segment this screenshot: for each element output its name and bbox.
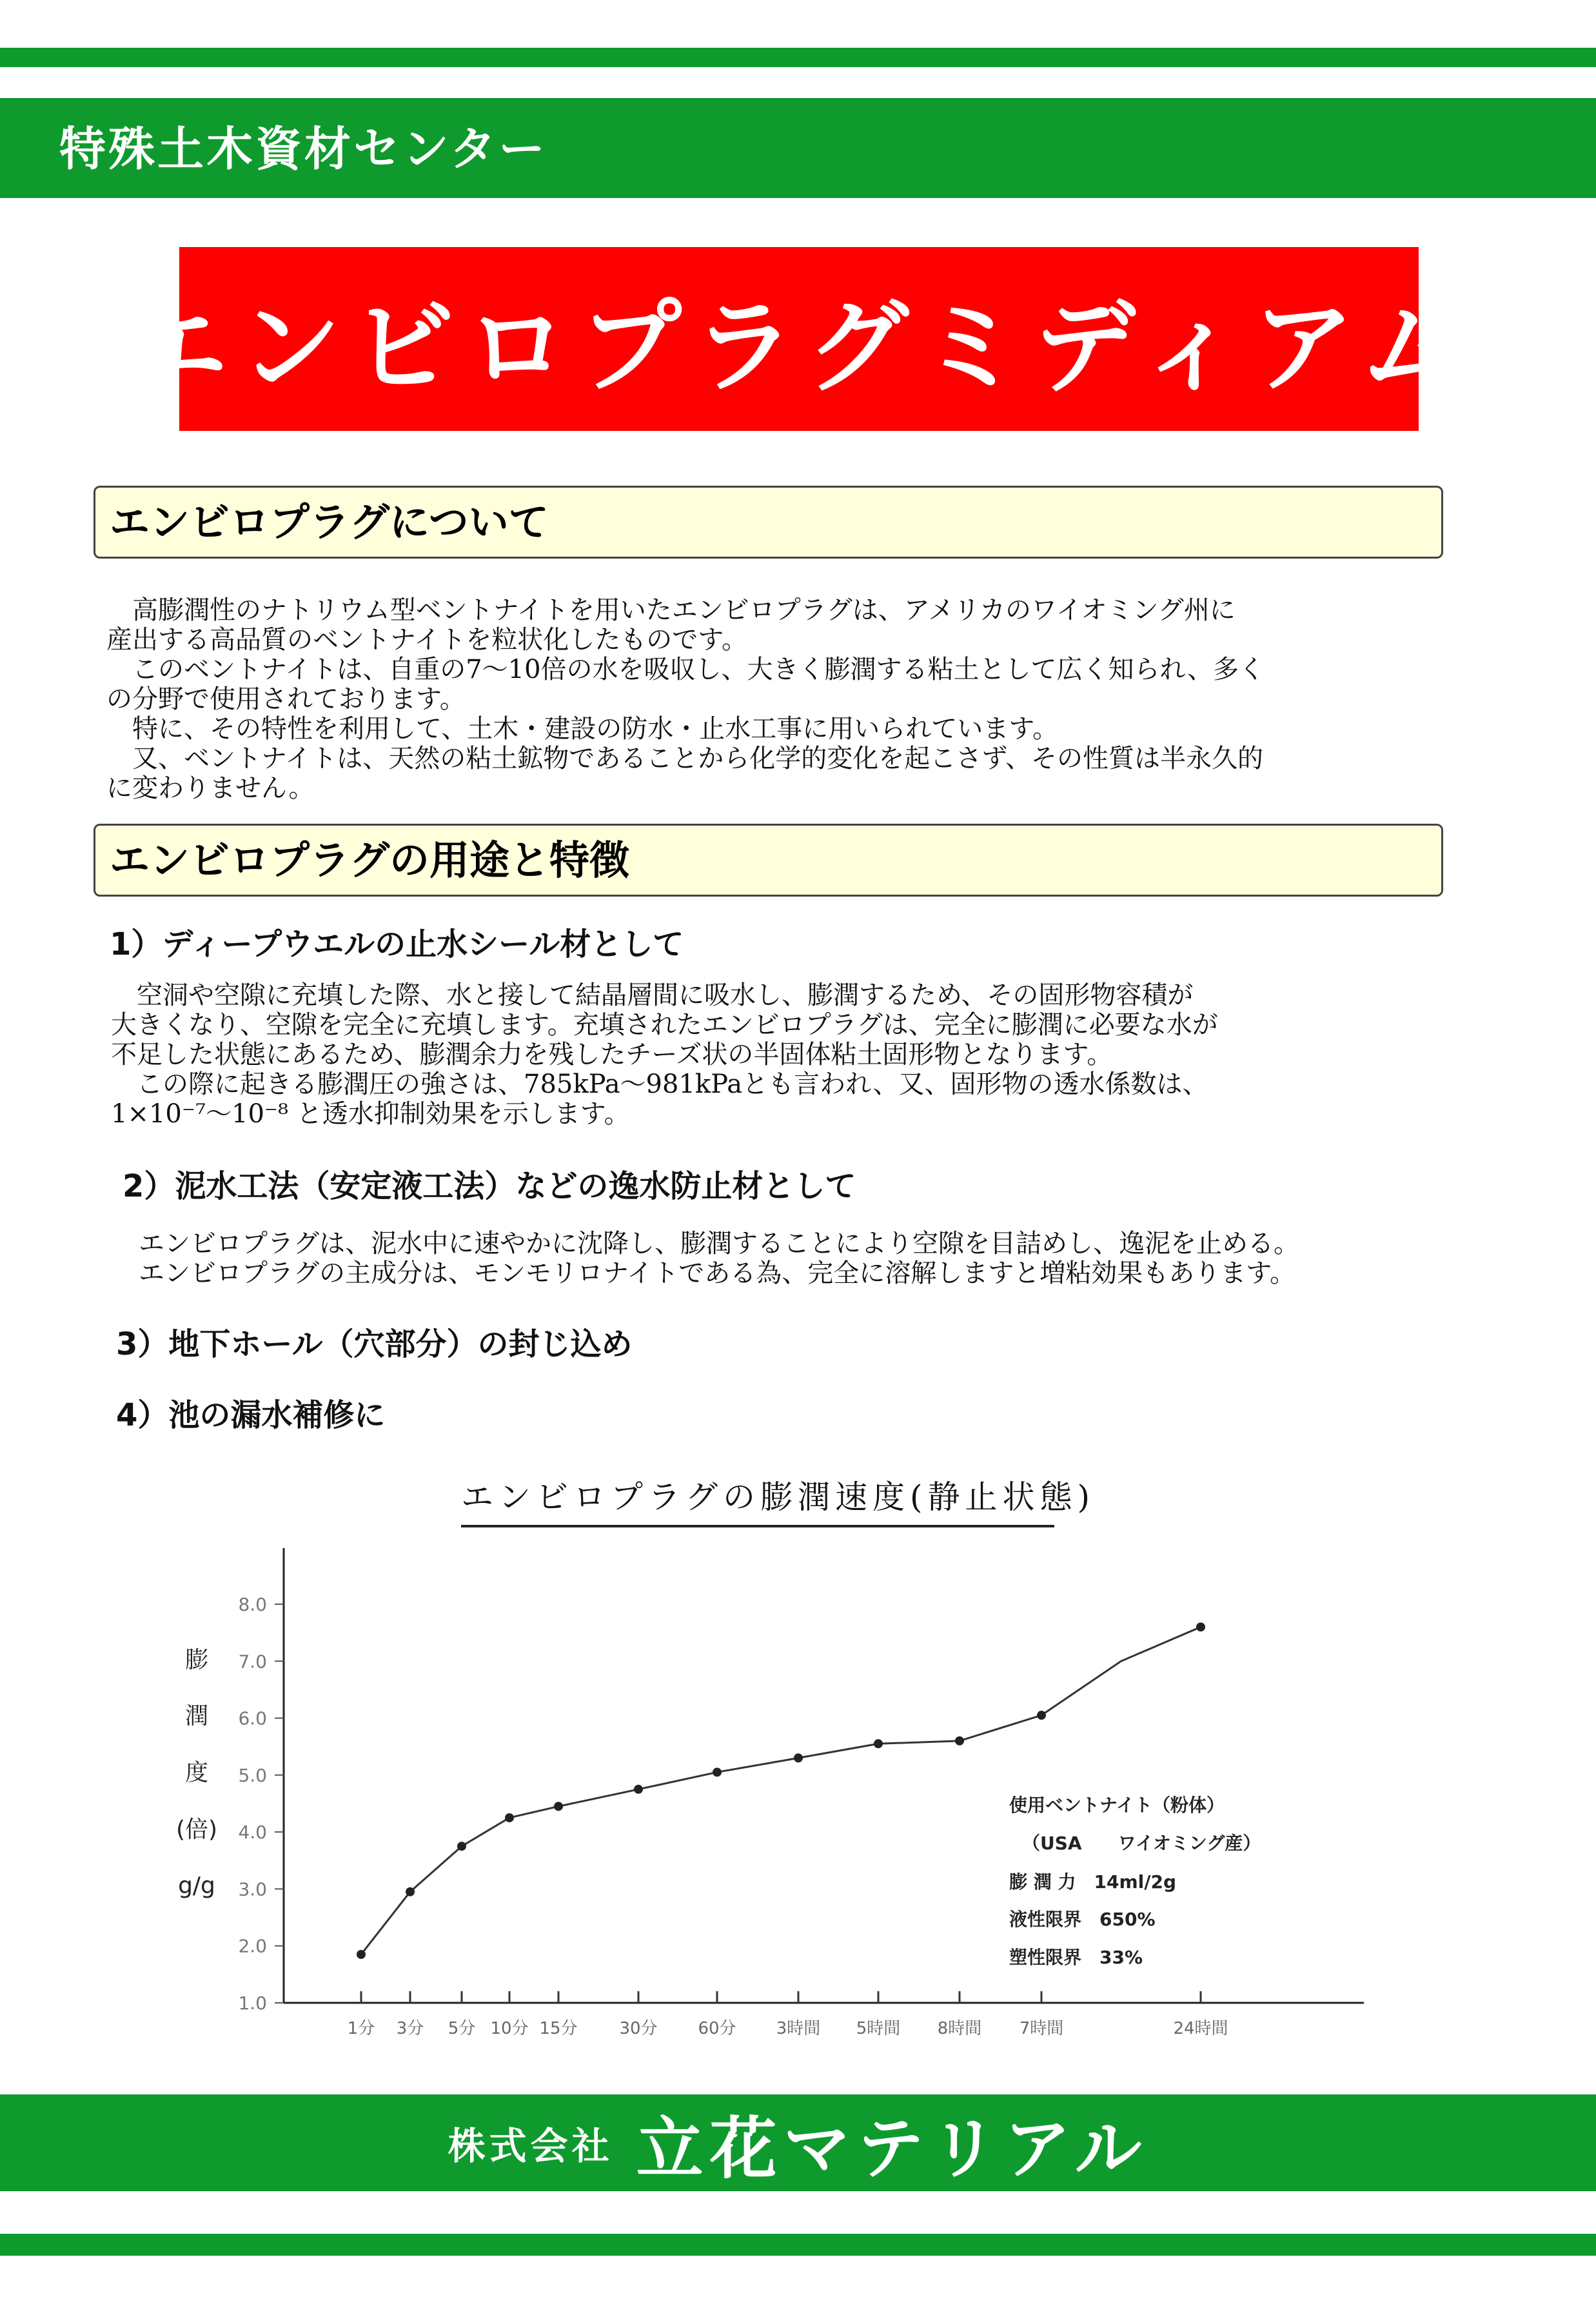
data-point [794,1753,803,1762]
y-tick-label: 7.0 [238,1651,267,1673]
use-item-1-line: 不足した状態にあるため、膨潤余力を残したチーズ状の半固体粘土固形物となります。 [111,1040,1113,1069]
y-tick-label: 8.0 [238,1594,267,1615]
legend-line: 液性限界 650% [1009,1909,1156,1930]
use-item-2-line: エンビロプラグは、泥水中に速やかに沈降し、膨潤することにより空隙を目詰めし、逸泥を止める。 [139,1229,1299,1258]
legend-line: 膨 潤 力 14ml/2g [1009,1871,1176,1893]
y-tick-label: 2.0 [238,1935,267,1957]
about-line: 特に、その特性を利用して、土木・建設の防水・止水工事に用いられています。 [106,714,1058,744]
top-stripe [0,48,1596,67]
x-tick-label: 5時間 [856,2019,901,2038]
y-axis-label-char: 膨 [184,1647,209,1673]
use-item-1-title: 1）ディープウエルの止水シール材として [110,926,684,962]
product-title-banner [125,247,1473,431]
y-tick-label: 3.0 [238,1878,267,1900]
about-line: に変わりません。 [106,773,315,803]
product-title: エンビロプラグミディアム [125,288,1473,407]
x-tick-label: 7時間 [1019,2019,1064,2038]
use-item-1-paragraph [111,980,1218,1129]
x-tick-label: 3分 [396,2019,424,2038]
about-paragraph [106,595,1265,803]
header-title: 特殊土木資材センター [59,122,548,176]
chart-x-ticks [348,1991,1228,2038]
x-tick-label: 3時間 [776,2019,821,2038]
data-point [554,1802,563,1811]
x-tick-label: 60分 [698,2019,736,2038]
chart-legend [1009,1794,1261,1968]
legend-line: （USA ワイオミング産） [1022,1833,1261,1854]
footer-company-name: 立花マテリアル [636,2109,1148,2188]
use-item-1-line: この際に起きる膨潤圧の強さは、785kPa〜981kPaとも言われ、又、固形物の透水係数は、 [111,1069,1208,1099]
data-point [406,1887,415,1896]
legend-line: 塑性限界 33% [1009,1947,1143,1968]
data-point [874,1739,883,1748]
y-tick-label: 4.0 [238,1822,267,1844]
y-axis-label-char: g/g [178,1873,215,1899]
x-tick-label: 10分 [490,2019,529,2038]
x-tick-label: 24時間 [1173,2019,1228,2038]
about-line: 又、ベントナイトは、天然の粘土鉱物であることから化学的変化を起こさず、その性質は半永久的 [106,744,1263,773]
use-item-2-paragraph [139,1229,1299,1288]
chart-y-label [176,1647,217,1899]
footer-company [0,2094,1596,2191]
y-tick-label: 1.0 [238,1993,267,2014]
data-point [634,1785,643,1794]
data-point [955,1736,964,1745]
series-line [361,1627,1201,1954]
x-tick-label: 5分 [448,2019,476,2038]
data-point [713,1767,722,1776]
chart-y-ticks [238,1594,284,2014]
section-heading-about: エンビロプラグについて [94,486,1443,559]
x-tick-label: 1分 [347,2019,375,2038]
y-axis-label-char: 度 [184,1760,209,1786]
chart-series [357,1622,1205,1959]
x-tick-label: 8時間 [937,2019,982,2038]
x-tick-label: 30分 [619,2019,658,2038]
about-line: 産出する高品質のベントナイトを粒状化したものです。 [106,625,747,655]
chart-title: エンビロプラグの膨潤速度(静止状態) [461,1472,1054,1527]
use-item-3-title: 3）地下ホール（穴部分）の封じ込め [116,1326,633,1362]
footer-company-prefix: 株式会社 [448,2124,613,2168]
data-point [357,1950,366,1959]
use-item-2-line: エンビロプラグの主成分は、モンモリロナイトである為、完全に溶解しますと増粘効果もあります。 [139,1258,1296,1288]
about-line: このベントナイトは、自重の7〜10倍の水を吸収し、大きく膨潤する粘土として広く知られ、多く [106,655,1265,684]
legend-line: 使用ベントナイト（粉体） [1009,1794,1225,1816]
about-line: の分野で使用されております。 [106,684,466,714]
data-point [1196,1622,1205,1631]
data-point [1037,1711,1046,1720]
use-item-1-line: 空洞や空隙に充填した際、水と接して結晶層間に吸水し、膨潤するため、その固形物容積が [111,980,1194,1010]
use-item-4-title: 4）池の漏水補修に [116,1397,386,1433]
chart-axes [284,1548,1364,2003]
y-axis-label-char: (倍) [175,1816,218,1843]
data-point [505,1813,514,1822]
use-item-1-line: 1×10⁻⁷〜10⁻⁸ と透水抑制効果を示します。 [111,1099,630,1129]
y-tick-label: 6.0 [238,1707,267,1729]
about-line: 高膨潤性のナトリウム型ベントナイトを用いたエンビロプラグは、アメリカのワイオミング州に [106,595,1236,625]
section-heading-uses: エンビロプラグの用途と特徴 [94,824,1443,897]
y-axis-label-char: 潤 [184,1703,209,1729]
use-item-2-title: 2）泥水工法（安定液工法）などの逸水防止材として [123,1168,856,1204]
y-tick-label: 5.0 [238,1764,267,1786]
x-tick-label: 15分 [539,2019,578,2038]
use-item-1-line: 大きくなり、空隙を完全に充填します。充填されたエンビロプラグは、完全に膨潤に必要な水が [111,1010,1218,1040]
data-point [457,1842,466,1851]
bottom-stripe [0,2234,1596,2256]
